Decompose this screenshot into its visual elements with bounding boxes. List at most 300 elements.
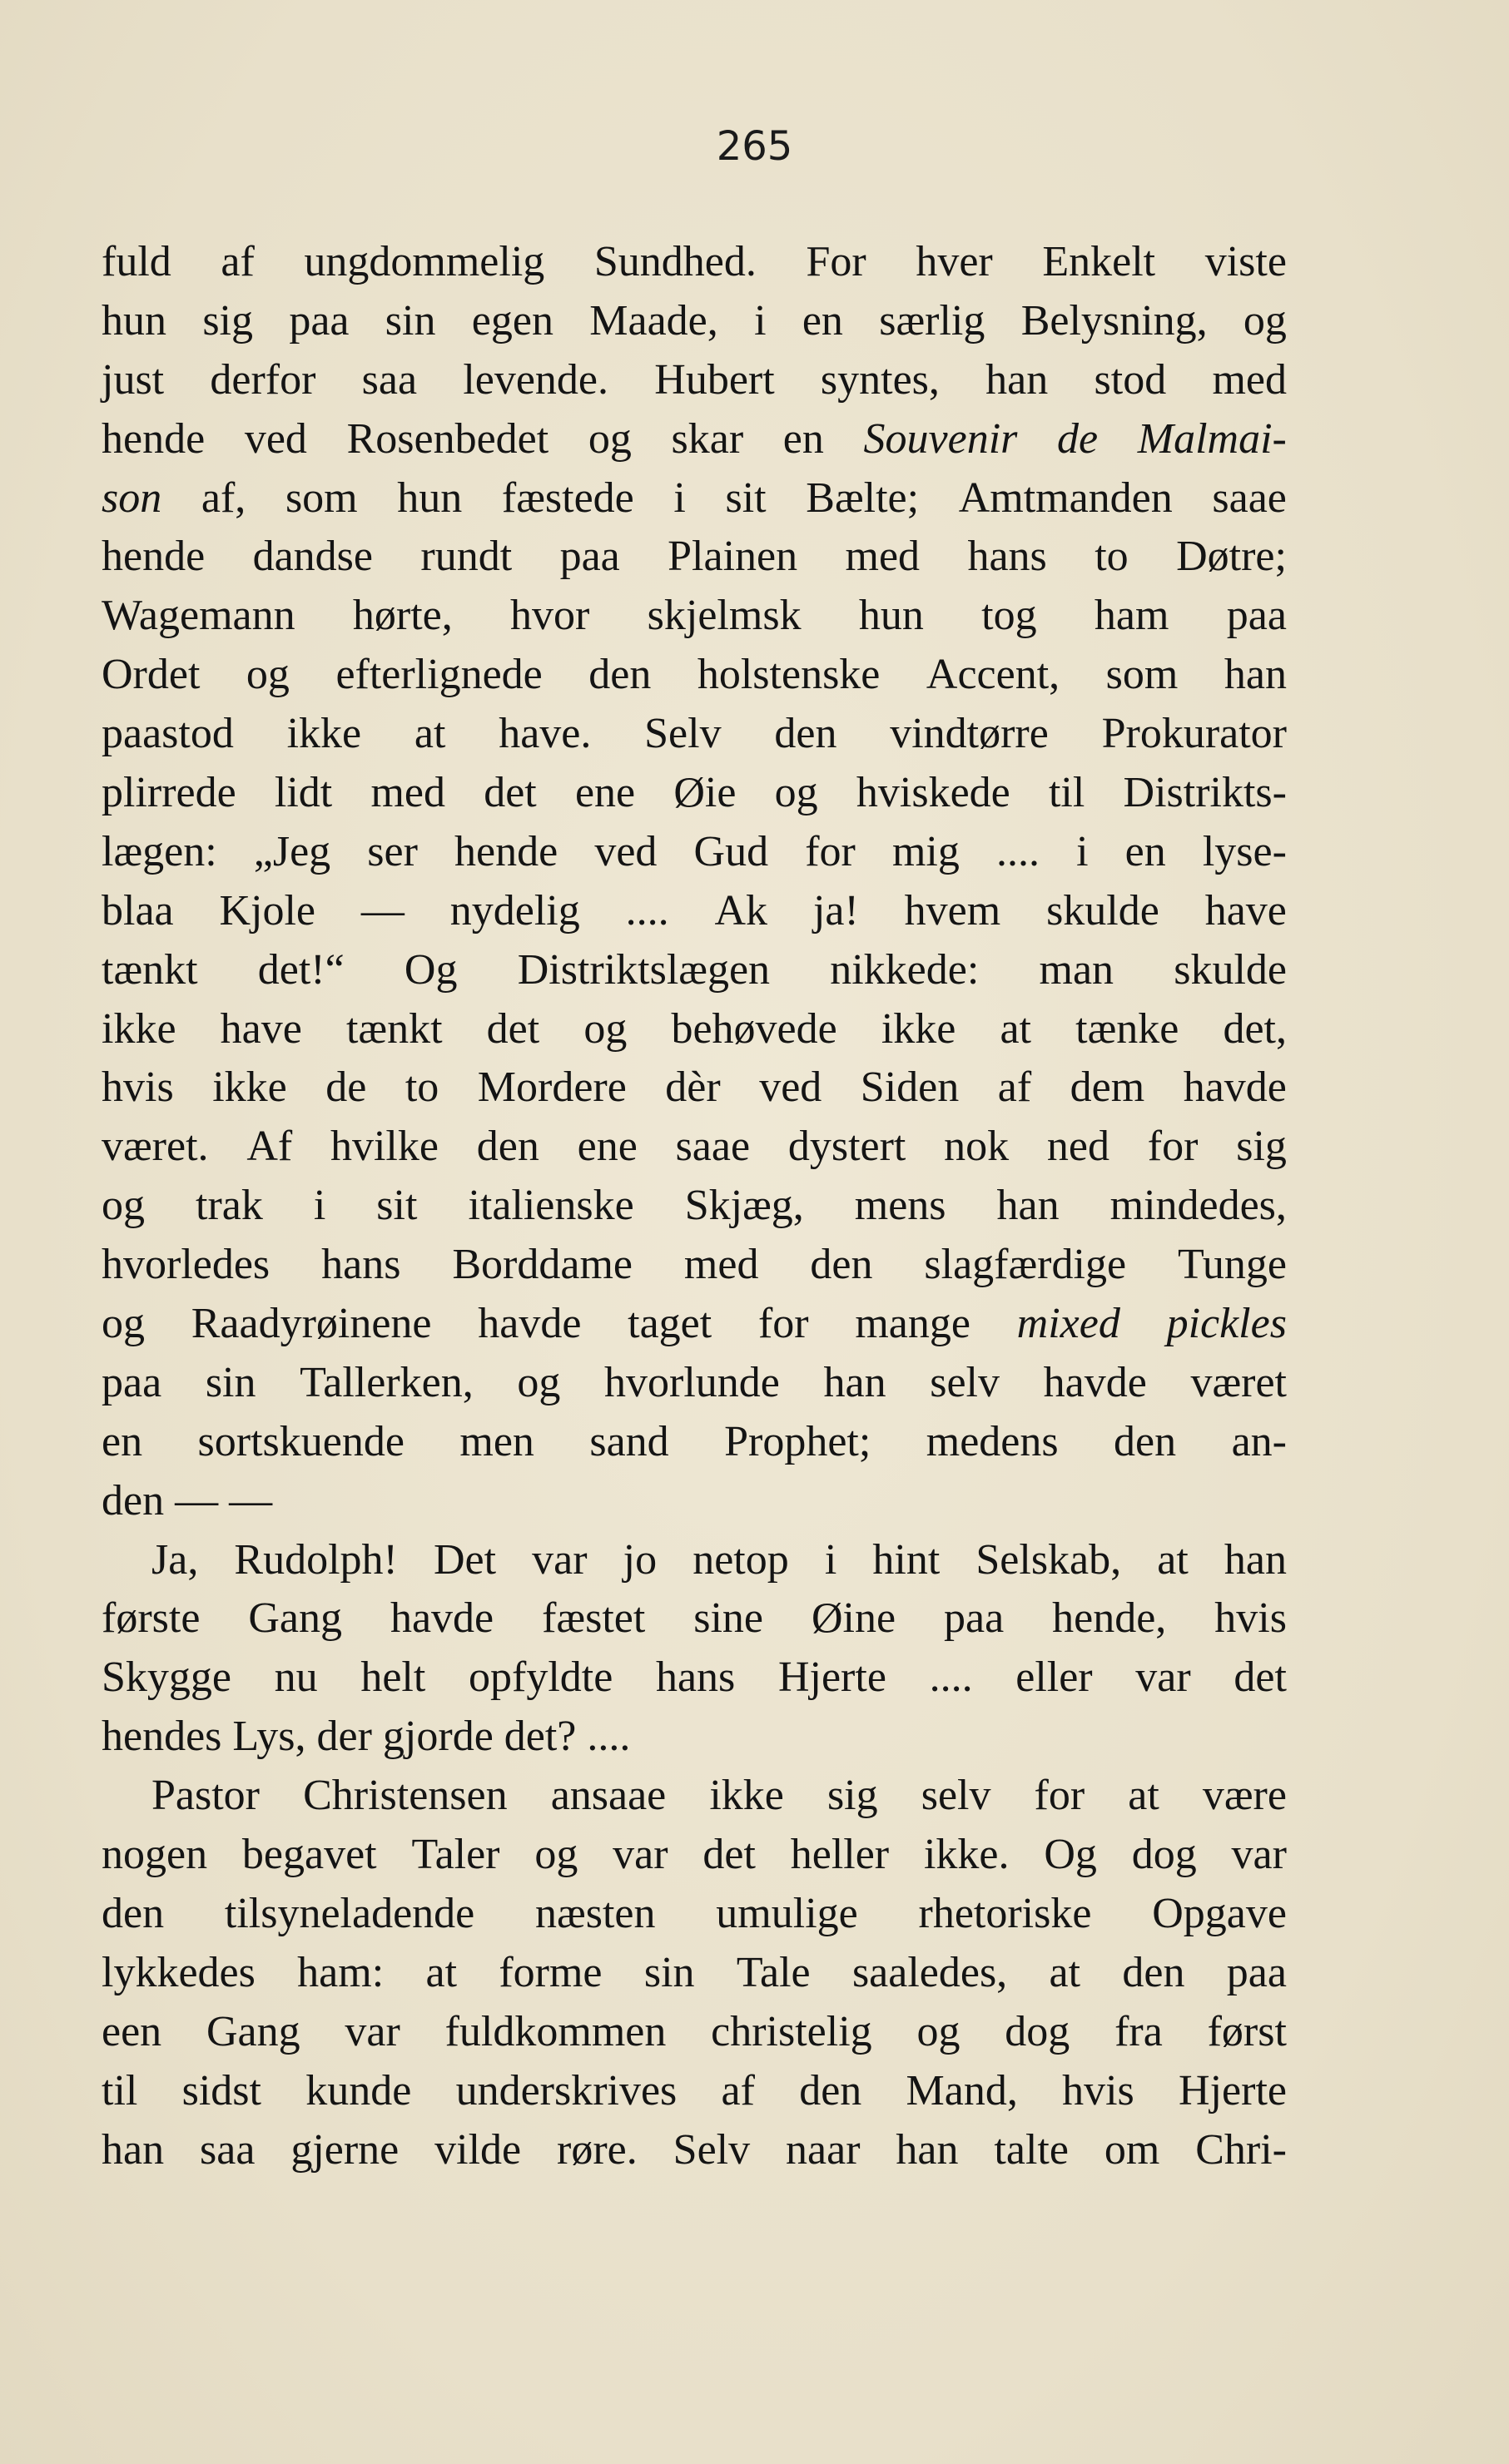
word: begavet bbox=[241, 1831, 377, 1879]
word: een bbox=[102, 2007, 162, 2055]
word: hans bbox=[321, 1241, 401, 1289]
word: at bbox=[1157, 1535, 1189, 1584]
word: have. bbox=[499, 710, 592, 758]
word: Opgave bbox=[1152, 1889, 1287, 1937]
word: til bbox=[102, 2066, 138, 2114]
word: i bbox=[673, 473, 686, 522]
word: Raadyrøinene bbox=[191, 1300, 432, 1348]
word: for bbox=[1034, 1772, 1085, 1820]
word: taget bbox=[628, 1300, 712, 1348]
line-text: hendes Lys, der gjorde det? .... bbox=[102, 1713, 631, 1761]
word: Prokurator bbox=[1101, 710, 1287, 758]
text-line bbox=[102, 1295, 1287, 1354]
text-line bbox=[102, 1531, 1287, 1590]
word: han bbox=[823, 1358, 886, 1406]
word: lykkedes bbox=[102, 1948, 256, 1996]
word: — bbox=[360, 886, 405, 935]
word: var bbox=[613, 1831, 668, 1879]
word: ja! bbox=[812, 886, 859, 935]
word: for bbox=[1147, 1123, 1199, 1171]
word: an- bbox=[1231, 1417, 1287, 1465]
word: sin bbox=[205, 1358, 256, 1406]
word: heller bbox=[790, 1831, 890, 1879]
word: helt bbox=[360, 1653, 426, 1702]
word: ham bbox=[1094, 592, 1169, 640]
word: Maade, bbox=[589, 296, 718, 345]
word: nikkede: bbox=[830, 945, 980, 994]
text-line bbox=[102, 2003, 1287, 2062]
word: hørte, bbox=[352, 592, 453, 640]
word: ham: bbox=[297, 1948, 385, 1996]
word: hvor bbox=[510, 592, 590, 640]
word: Selv bbox=[673, 2125, 751, 2174]
word: ved bbox=[244, 414, 307, 463]
word: være bbox=[1202, 1772, 1287, 1820]
word: viste bbox=[1204, 238, 1287, 285]
word: gjerne bbox=[290, 2125, 400, 2174]
word: og bbox=[774, 769, 818, 817]
word: at bbox=[1000, 1004, 1031, 1053]
word: en bbox=[102, 1417, 143, 1465]
word: Skjæg, bbox=[684, 1182, 804, 1230]
word: for bbox=[757, 1300, 809, 1348]
text-line bbox=[102, 823, 1287, 882]
word: dèr bbox=[665, 1063, 721, 1112]
word: hvorlunde bbox=[604, 1358, 780, 1406]
word: først bbox=[1207, 2007, 1287, 2055]
word: med bbox=[370, 769, 445, 817]
word: Distriktslægen bbox=[517, 945, 771, 994]
word: lyse- bbox=[1202, 827, 1287, 875]
word: ene bbox=[577, 1123, 638, 1171]
word: skjelmsk bbox=[647, 592, 802, 640]
word: derfor bbox=[210, 355, 316, 404]
word: ved bbox=[594, 827, 658, 875]
word: Malmai- bbox=[1137, 414, 1287, 463]
word: just bbox=[102, 355, 165, 404]
word: hvis bbox=[1062, 2066, 1134, 2114]
word: ene bbox=[574, 769, 636, 817]
word: hende bbox=[454, 827, 558, 875]
word: saaledes, bbox=[851, 1948, 1008, 1996]
word: christelig bbox=[711, 2007, 872, 2055]
word: den bbox=[799, 2066, 862, 2114]
word: af bbox=[221, 238, 255, 285]
text-line bbox=[102, 705, 1287, 764]
word: rundt bbox=[420, 533, 513, 581]
text-line bbox=[102, 351, 1287, 410]
text-line bbox=[102, 1058, 1287, 1118]
text-line bbox=[102, 2062, 1287, 2121]
text-line bbox=[102, 528, 1287, 587]
word: den bbox=[102, 1889, 165, 1937]
word: dandse bbox=[252, 533, 373, 581]
text-line bbox=[102, 1648, 1287, 1708]
word: hvis bbox=[102, 1063, 174, 1112]
word: Sundhed. bbox=[593, 238, 757, 285]
word: i bbox=[1076, 827, 1089, 875]
word: have bbox=[220, 1004, 302, 1053]
word: Og bbox=[1044, 1831, 1097, 1879]
word: saa bbox=[200, 2125, 256, 2174]
word: plirrede bbox=[102, 769, 236, 817]
text-line bbox=[102, 292, 1287, 351]
word: sig bbox=[1236, 1123, 1287, 1171]
word: Gang bbox=[248, 1594, 342, 1643]
text-line bbox=[102, 587, 1287, 646]
text-line bbox=[102, 1118, 1287, 1177]
word: Hjerte bbox=[777, 1653, 886, 1702]
word: hende bbox=[102, 414, 206, 463]
word: af, bbox=[201, 473, 246, 522]
word: .... bbox=[995, 827, 1040, 875]
word: For bbox=[806, 238, 866, 285]
text-line bbox=[102, 882, 1287, 941]
text-line bbox=[102, 1944, 1287, 2003]
word: jo bbox=[623, 1535, 658, 1584]
word: Wagemann bbox=[102, 592, 295, 640]
word: den bbox=[1122, 1948, 1185, 1996]
word: Rudolph! bbox=[234, 1535, 398, 1584]
word: netop bbox=[692, 1535, 789, 1584]
word: Siden bbox=[860, 1063, 960, 1112]
word: med bbox=[683, 1241, 759, 1289]
word: var bbox=[345, 2007, 400, 2055]
word: medens bbox=[926, 1417, 1059, 1465]
word: dog bbox=[1131, 1831, 1197, 1879]
word: Kjole bbox=[219, 886, 316, 935]
word: i bbox=[754, 296, 767, 345]
word: „Jeg bbox=[253, 827, 331, 875]
word: han bbox=[102, 2125, 165, 2174]
word: og bbox=[588, 414, 632, 463]
word: og bbox=[583, 1004, 628, 1053]
word: havde bbox=[1183, 1063, 1287, 1112]
word: hvem bbox=[904, 886, 1001, 935]
word: selv bbox=[930, 1358, 1000, 1406]
text-line bbox=[102, 1000, 1287, 1059]
word: det!“ bbox=[257, 945, 345, 994]
word: tænkt bbox=[345, 1004, 443, 1053]
word: den bbox=[1114, 1417, 1177, 1465]
word: fuld bbox=[102, 238, 171, 285]
word: ikke bbox=[102, 1004, 176, 1053]
word: Øine bbox=[811, 1594, 896, 1643]
word: i bbox=[313, 1182, 326, 1230]
word: paa bbox=[1226, 1948, 1287, 1996]
word: men bbox=[459, 1417, 534, 1465]
body-text bbox=[102, 233, 1287, 2179]
word: en bbox=[1124, 827, 1166, 875]
word: Mordere bbox=[477, 1063, 627, 1112]
word: Ak bbox=[714, 886, 768, 935]
text-line bbox=[102, 646, 1287, 705]
word: dystert bbox=[787, 1123, 906, 1171]
word: ikke bbox=[212, 1063, 287, 1112]
word: ned bbox=[1046, 1123, 1110, 1171]
word: naar bbox=[786, 2125, 861, 2174]
word: Accent, bbox=[926, 651, 1060, 699]
word: sin bbox=[643, 1948, 695, 1996]
word: holstenske bbox=[697, 651, 881, 699]
word: hint bbox=[872, 1535, 941, 1584]
word: af bbox=[997, 1063, 1032, 1112]
word: som bbox=[285, 473, 358, 522]
text-line bbox=[102, 1413, 1287, 1472]
word: paa bbox=[1226, 592, 1287, 640]
text-line bbox=[102, 1177, 1287, 1236]
word: paa bbox=[559, 533, 620, 581]
word: hun bbox=[397, 473, 463, 522]
word: lægen: bbox=[102, 827, 217, 875]
word: to bbox=[405, 1063, 439, 1112]
word: tænkt bbox=[102, 945, 198, 994]
word: ikke bbox=[286, 710, 362, 758]
word: den bbox=[476, 1123, 539, 1171]
line-text: den — — bbox=[102, 1476, 273, 1525]
word: behøvede bbox=[671, 1004, 837, 1053]
word: Hubert bbox=[654, 355, 775, 404]
word: sand bbox=[589, 1417, 669, 1465]
word: Chri- bbox=[1195, 2125, 1287, 2174]
word: fæstede bbox=[501, 473, 634, 522]
word: en bbox=[782, 414, 824, 463]
word: efterlignede bbox=[335, 651, 543, 699]
word: havde bbox=[1043, 1358, 1147, 1406]
text-line bbox=[102, 1472, 1287, 1531]
word: paa bbox=[289, 296, 350, 345]
text-line bbox=[102, 410, 1287, 469]
word: hvis bbox=[1214, 1594, 1287, 1643]
word: saae bbox=[1212, 473, 1287, 522]
word: Hjerte bbox=[1179, 2066, 1287, 2114]
word: trak bbox=[196, 1182, 263, 1230]
word: man bbox=[1039, 945, 1114, 994]
word: nok bbox=[944, 1123, 1010, 1171]
word: for bbox=[805, 827, 856, 875]
text-line bbox=[102, 1354, 1287, 1413]
word: det bbox=[484, 769, 537, 817]
word: at bbox=[1049, 1948, 1081, 1996]
word: mindedes, bbox=[1109, 1182, 1287, 1230]
word: Bælte; bbox=[806, 473, 920, 522]
word: to bbox=[1095, 533, 1129, 581]
word: særlig bbox=[879, 296, 985, 345]
word: Selv bbox=[644, 710, 722, 758]
word: fuldkommen bbox=[444, 2007, 667, 2055]
word: nu bbox=[274, 1653, 318, 1702]
word: at bbox=[414, 710, 446, 758]
word: ansaae bbox=[550, 1772, 667, 1820]
word: det, bbox=[1223, 1004, 1287, 1053]
word: og bbox=[246, 651, 290, 699]
word: Det bbox=[433, 1535, 497, 1584]
word: han bbox=[1224, 1535, 1287, 1584]
text-line bbox=[102, 233, 1287, 292]
word: Belysning, bbox=[1020, 296, 1208, 345]
word: fra bbox=[1114, 2007, 1163, 2055]
text-line bbox=[102, 469, 1287, 528]
word: hvorledes bbox=[102, 1241, 271, 1289]
word: .... bbox=[625, 886, 669, 935]
word: og bbox=[916, 2007, 960, 2055]
word: Plainen bbox=[668, 533, 798, 581]
word: til bbox=[1048, 769, 1085, 817]
word: Gang bbox=[206, 2007, 300, 2055]
word: Souvenir bbox=[863, 414, 1018, 463]
word: ikke. bbox=[923, 1831, 1010, 1879]
word: syntes, bbox=[820, 355, 940, 404]
text-line bbox=[102, 1826, 1287, 1885]
word: med bbox=[845, 533, 921, 581]
word: skulde bbox=[1174, 945, 1287, 994]
word: Mand, bbox=[906, 2066, 1018, 2114]
word: ikke bbox=[709, 1772, 784, 1820]
word: hans bbox=[967, 533, 1047, 581]
word: Gud bbox=[693, 827, 769, 875]
word: Tale bbox=[736, 1948, 811, 1996]
word: hende bbox=[102, 533, 206, 581]
word: han bbox=[1224, 651, 1287, 699]
word: han bbox=[996, 1182, 1060, 1230]
word: opfyldte bbox=[469, 1653, 613, 1702]
word: paa bbox=[102, 1358, 162, 1406]
word: ved bbox=[759, 1063, 822, 1112]
word: Selskab, bbox=[975, 1535, 1122, 1584]
word: Øie bbox=[673, 769, 737, 817]
word: hun bbox=[858, 592, 924, 640]
word: været. bbox=[102, 1123, 209, 1171]
word: son bbox=[102, 473, 162, 522]
word: blaa bbox=[102, 886, 174, 935]
word: nydelig bbox=[449, 886, 580, 935]
word: egen bbox=[471, 296, 553, 345]
text-line bbox=[102, 1885, 1287, 1944]
word: lidt bbox=[274, 769, 333, 817]
word: tilsyneladende bbox=[224, 1889, 475, 1937]
word: hvilke bbox=[330, 1123, 439, 1171]
word: næsten bbox=[535, 1889, 656, 1937]
text-line bbox=[102, 1589, 1287, 1648]
word: sidst bbox=[181, 2066, 261, 2114]
word: de bbox=[1057, 414, 1099, 463]
word: mange bbox=[855, 1300, 970, 1348]
word: han bbox=[896, 2125, 959, 2174]
text-line bbox=[102, 1236, 1287, 1295]
word: hans bbox=[655, 1653, 736, 1702]
word: Skygge bbox=[102, 1653, 231, 1702]
word: det bbox=[1234, 1653, 1287, 1702]
word: det bbox=[486, 1004, 540, 1053]
word: med bbox=[1212, 355, 1287, 404]
word: saae bbox=[675, 1123, 751, 1171]
text-line bbox=[102, 1767, 1287, 1826]
word: italienske bbox=[468, 1182, 634, 1230]
word: Rosenbedet bbox=[346, 414, 549, 463]
word: sig bbox=[826, 1772, 878, 1820]
word: sit bbox=[725, 473, 767, 522]
word: tænke bbox=[1075, 1004, 1179, 1053]
word: dog bbox=[1005, 2007, 1070, 2055]
word: hende, bbox=[1052, 1594, 1167, 1643]
word: tog bbox=[981, 592, 1037, 640]
word: vilde bbox=[434, 2125, 522, 2174]
word: sit bbox=[376, 1182, 418, 1230]
word: sine bbox=[693, 1594, 764, 1643]
word: sin bbox=[385, 296, 436, 345]
word: fæstet bbox=[542, 1594, 646, 1643]
word: Og bbox=[404, 945, 458, 994]
word: paastod bbox=[102, 710, 234, 758]
word: Tallerken, bbox=[300, 1358, 474, 1406]
word: og bbox=[517, 1358, 561, 1406]
word: som bbox=[1105, 651, 1179, 699]
word: røre. bbox=[557, 2125, 638, 2174]
word: om bbox=[1104, 2125, 1160, 2174]
word: at bbox=[1128, 1772, 1159, 1820]
word: mens bbox=[854, 1182, 946, 1230]
word: selv bbox=[921, 1772, 991, 1820]
word: Ja, bbox=[151, 1535, 199, 1584]
text-line bbox=[102, 764, 1287, 823]
word: Tunge bbox=[1177, 1241, 1287, 1289]
word: sig bbox=[202, 296, 253, 345]
word: talte bbox=[994, 2125, 1069, 2174]
word: Borddame bbox=[452, 1241, 633, 1289]
word: Prophet; bbox=[724, 1417, 871, 1465]
word: var bbox=[532, 1535, 588, 1584]
word: var bbox=[1135, 1653, 1191, 1702]
word: umulige bbox=[716, 1889, 858, 1937]
text-line bbox=[102, 941, 1287, 1000]
word: Distrikts- bbox=[1123, 769, 1287, 817]
text-line bbox=[102, 1708, 1287, 1767]
word: .... bbox=[929, 1653, 973, 1702]
word: skar bbox=[671, 414, 744, 463]
word: hun bbox=[102, 296, 166, 345]
word: de bbox=[325, 1063, 367, 1112]
word: første bbox=[102, 1594, 201, 1643]
word: rhetoriske bbox=[918, 1889, 1092, 1937]
word: mig bbox=[891, 827, 960, 875]
word: og bbox=[102, 1300, 145, 1348]
word: pickles bbox=[1166, 1300, 1287, 1348]
word: kunde bbox=[305, 2066, 412, 2114]
word: og bbox=[1243, 296, 1287, 345]
word: skulde bbox=[1046, 886, 1159, 935]
word: Taler bbox=[411, 1831, 500, 1879]
word: saa bbox=[361, 355, 418, 404]
word: eller bbox=[1015, 1653, 1093, 1702]
word: den bbox=[588, 651, 652, 699]
word: den bbox=[810, 1241, 873, 1289]
word: en bbox=[802, 296, 843, 345]
word: ungdommelig bbox=[304, 238, 545, 285]
word: Pastor bbox=[151, 1772, 260, 1820]
word: forme bbox=[499, 1948, 603, 1996]
word: at bbox=[425, 1948, 458, 1996]
word: hver bbox=[916, 238, 993, 285]
text-line bbox=[102, 2121, 1287, 2180]
word: Af bbox=[246, 1123, 293, 1171]
word: levende. bbox=[463, 355, 609, 404]
word: mixed bbox=[1016, 1300, 1120, 1348]
word: stod bbox=[1094, 355, 1167, 404]
word: og bbox=[102, 1182, 145, 1230]
word: Enkelt bbox=[1042, 238, 1156, 285]
word: have bbox=[1204, 886, 1287, 935]
word: Amtmanden bbox=[958, 473, 1173, 522]
